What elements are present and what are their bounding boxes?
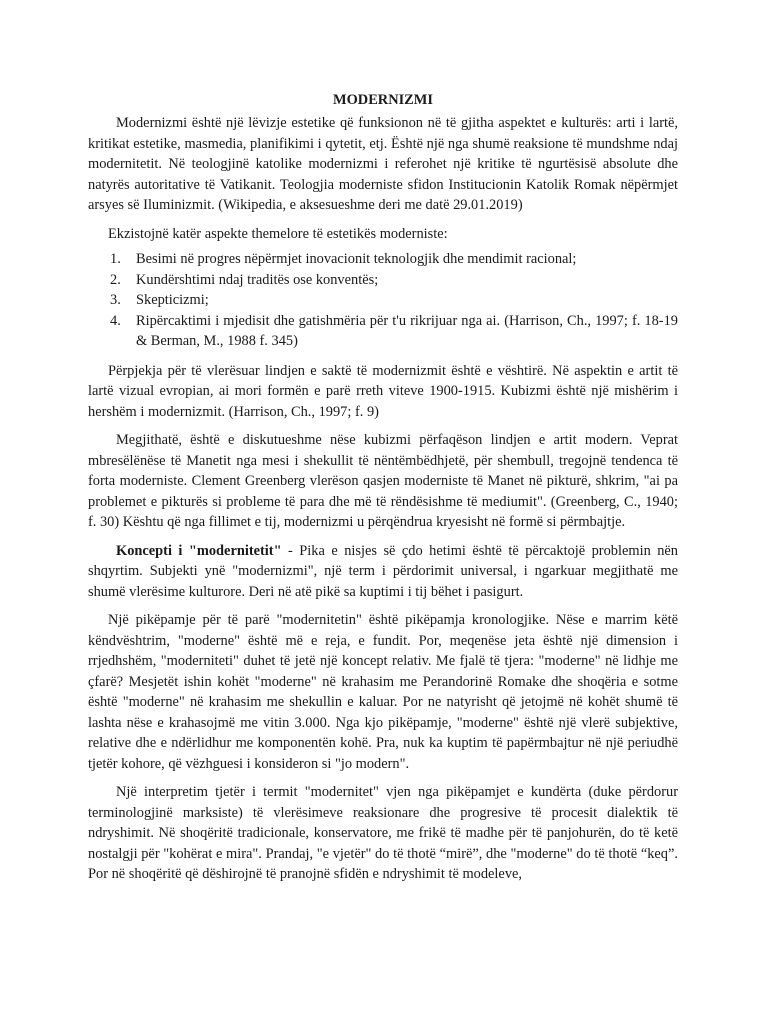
- list-item: [110, 270, 678, 291]
- document-title: MODERNIZMI: [333, 92, 433, 108]
- list-item: [110, 290, 678, 311]
- list-number: 2.: [110, 271, 121, 288]
- paragraph-definition: Modernizmi është një lëvizje estetike që funksionon në të gjitha aspektet e kulturës: arti i lartë, kritikat estetike, masmedia, planifikimi i qytetit, etj. Është një nga shumë reaksione të mundshme ndaj modernitetit. Në teologjinë katolike modernizmi i referohet një kritike të ngurtësisë absolute dhe natyrës autoritative të Vatikanit. Teologjia moderniste sfidon Institucionin Katolik Romak nëpërmjet arsyes së Iluminizmit. (Wikipedia, e aksesueshme deri me datë 29.01.2019): [88, 115, 678, 213]
- list-number: 3.: [110, 292, 121, 308]
- list-item-text: Skepticizmi;: [136, 292, 209, 308]
- concept-heading: Koncepti i "modernitetit": [116, 542, 282, 559]
- concept-text: - Pika e nisjes së çdo hetimi është të përcaktojë problemin nën shqyrtim. Subjekti ynë "modernizmi", një term i përdorimit universal, i ngarkuar megjithatë me shumë vlerësime kulturore. Deri në atë pikë sa kuptimi i tij bëhet i pasigurt.: [88, 542, 679, 600]
- aspects-intro: Ekzistojnë katër aspekte themelore të estetikës moderniste:: [108, 225, 448, 242]
- list-number: 4.: [110, 312, 121, 329]
- document-page: [88, 90, 678, 893]
- list-number: 1.: [110, 251, 121, 267]
- list-item-text: Kundërshtimi ndaj traditës ose konventës;: [136, 271, 379, 288]
- paragraph-cubism: Megjithatë, është e diskutueshme nëse kubizmi përfaqëson lindjen e artit modern. Veprat mbresëlënëse të Manetit nga mesi i shekullit të nëntëmbëdhjetë, për shembull, tregojnë tendenca të forta moderniste. Clement Greenberg vlerëson qasjen moderniste të Manet në pikturë, shkrim, "ai pa problemet e pikturës si probleme të para dhe më të rëndësishme të mediumit". (Greenberg, C., 1940; f. 30) Kështu që nga fillimet e tij, modernizmi u përqëndrua kryesisht në formë si përmbajtje.: [88, 432, 678, 530]
- paragraph-marxist: Një interpretim tjetër i termit "modernitet" vjen nga pikëpamjet e kundërta (duke përdorur terminologjinë marksiste) të vlerësimeve reaksionare dhe progresive të procesit dialektik të ndryshimit. Në shoqëritë tradicionale, konservatore, me frikë të madhe për të panjohurën, do të ketë nostalgji për "kohërat e mira". Prandaj, "e vjetër" do të thotë “mirë”, dhe "moderne" do të thotë “keq”. Por në shoqëritë që dëshirojnë të pranojnë sfidën e ndryshimit të modeleve,: [88, 784, 678, 882]
- list-item-text: Besimi në progres nëpërmjet inovacionit teknologjik dhe mendimit racional;: [136, 251, 577, 267]
- paragraph-modernity-concept: [88, 541, 678, 603]
- list-item: [110, 249, 678, 270]
- aspects-list: [88, 249, 678, 352]
- paragraph-chronological: Një pikëpamje për të parë "modernitetin" është pikëpamja kronologjike. Nëse e marrim këtë këndvështrim, "moderne" është më e reja, e fundit. Por, meqenëse jeta është një dimension i rrjedhshëm, "moderniteti" duhet të jetë një koncept relativ. Me fjalë të tjera: "moderne" në lidhje me çfarë? Mesjetët ishin kohët "moderne" në krahasim me Perandorinë Romake dhe shoqëria e sotme është "moderne" në krahasim me shekullin e kaluar. Por ne natyrisht që jetojmë në kohët shumë të lashta nëse e krahasojmë me vitin 3.000. Nga kjo pikëpamje, "moderne" është një vlerë subjektive, relative dhe e ndërlidhur me komponentën kohë. Pra, nuk ka kuptim të papërmbajtur në një periudhë tjetër kohore, që vëzhguesi i konsideron si "jo modern".: [88, 612, 678, 772]
- list-item-text: Ripërcaktimi i mjedisit dhe gatishmëria për t'u rikrijuar nga ai. (Harrison, Ch., 1997; f. 18-19 & Berman, M., 1988 f. 345): [136, 312, 678, 349]
- list-item: [110, 311, 678, 352]
- paragraph-origin: Përpjekja për të vlerësuar lindjen e saktë të modernizmit është e vështirë. Në aspektin e artit të lartë vizual evropian, ai mori formën e parë rreth viteve 1900-1915. Kubizmi është një mishërim i hershëm i modernizmit. (Harrison, Ch., 1997; f. 9): [88, 362, 678, 420]
